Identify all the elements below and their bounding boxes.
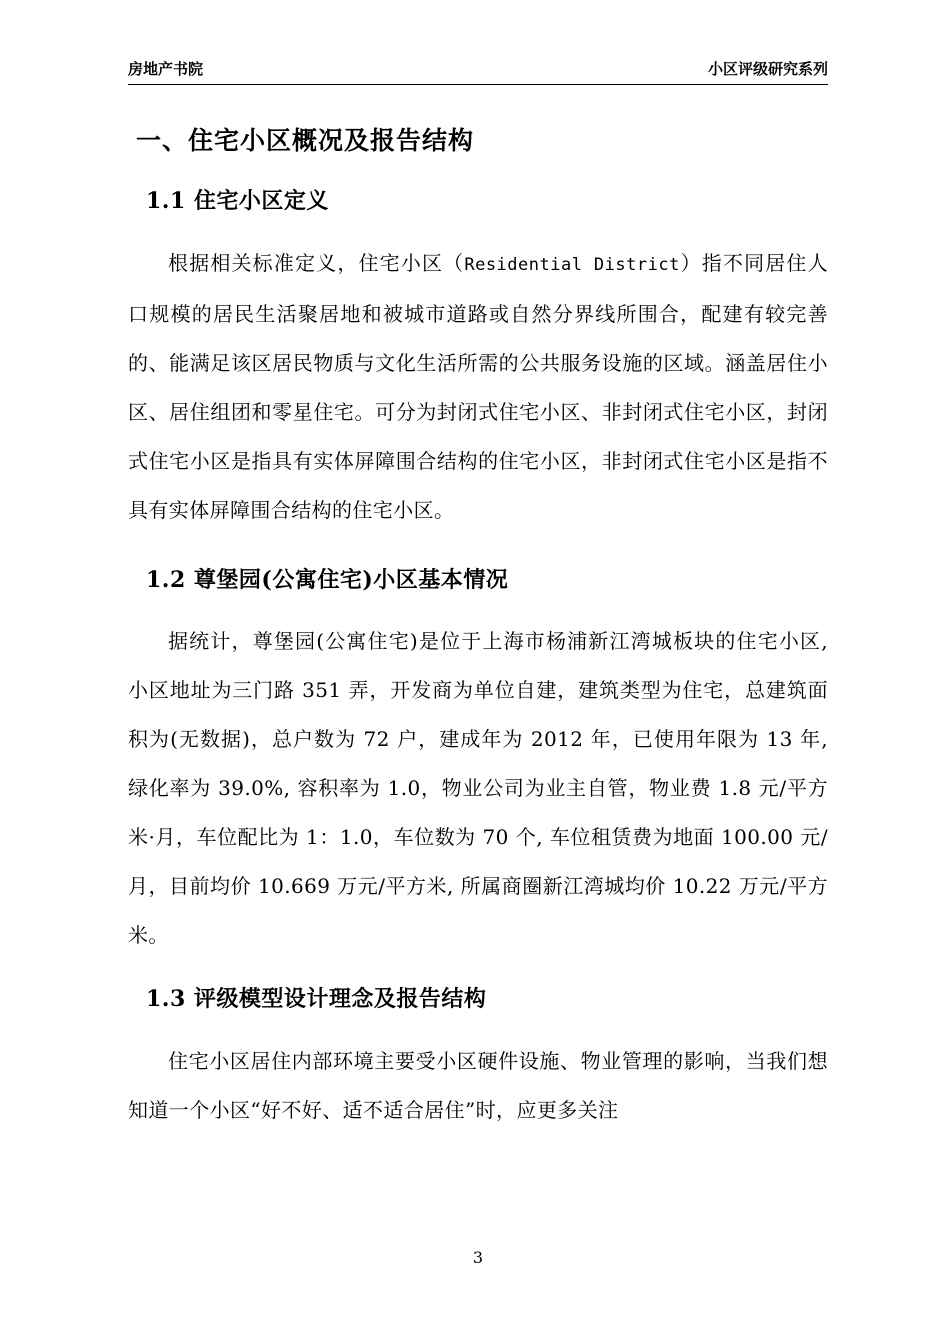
section-1-1-paragraph — [128, 239, 828, 535]
para-latin-term: Residential District — [464, 254, 680, 275]
para-post-text: ）指不同居住人口规模的居民生活聚居地和被城市道路或自然分界线所围合，配建有较完善的、能满足该区居民物质与文化生活所需的公共服务设施的区域。涵盖居住小区、居住组团和零星住宅。可分为封闭式住宅小区、非封闭式住宅小区，封闭式住宅小区是指具有实体屏障围合结构的住宅小区，非封闭式住宅小区是指不具有实体屏障围合结构的住宅小区。 — [128, 250, 828, 522]
spacer — [128, 158, 828, 186]
header-right-text: 小区评级研究系列 — [707, 60, 828, 78]
page-number: 3 — [472, 1248, 484, 1267]
spacer — [128, 535, 828, 565]
section-1-2-heading: 1.2 尊堡园(公寓住宅)小区基本情况 — [146, 566, 509, 593]
document-body — [128, 124, 828, 1135]
spacer — [128, 960, 828, 984]
header-divider — [128, 84, 828, 85]
spacer — [128, 1015, 828, 1037]
page-content — [128, 0, 828, 1344]
page-footer — [128, 1248, 828, 1267]
spacer — [128, 595, 828, 617]
para-pre-text: 根据相关标准定义，住宅小区（ — [168, 250, 465, 275]
section-1-1-heading: 1.1 住宅小区定义 — [146, 187, 329, 214]
header-row — [128, 62, 828, 84]
chapter-title: 一、住宅小区概况及报告结构 — [136, 126, 475, 155]
header-left-text: 房地产书院 — [128, 60, 204, 78]
section-1-3-paragraph: 住宅小区居住内部环境主要受小区硬件设施、物业管理的影响，当我们想知道一个小区“好不好、适不适合居住”时，应更多关注 — [128, 1049, 828, 1123]
spacer — [128, 217, 828, 239]
section-1-3-heading: 1.3 评级模型设计理念及报告结构 — [146, 986, 487, 1013]
section-1-2-paragraph: 据统计，尊堡园(公寓住宅)是位于上海市杨浦新江湾城板块的住宅小区, 小区地址为三门路 351 弄，开发商为单位自建，建筑类型为住宅，总建筑面积为(无数据)，总户数为 72 户，建成年为 2012 年，已使用年限为 13 年, 绿化率为 39.0%, 容积率为 1.0，物业公司为业主自管，物业费 1.8 元/平方米·月，车位配比为 1：1.0，车位数为 70 个, 车位租赁费为地面 100.00 元/月，目前均价 10.669 万元/平方米, 所属商圈新江湾城均价 10.22 万元/平方米。 — [128, 629, 828, 948]
page-header — [128, 62, 828, 96]
